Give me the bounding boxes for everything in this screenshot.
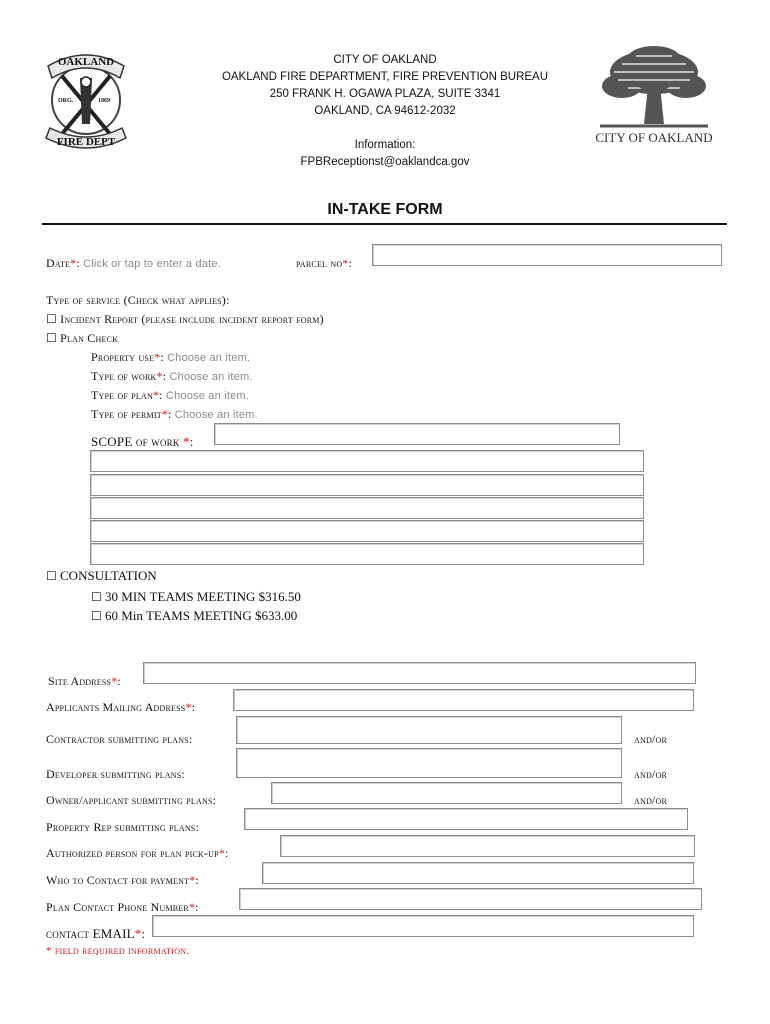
site-address-row: Site Address*: (48, 674, 121, 688)
type-of-work-dropdown[interactable]: Choose an item. (169, 371, 253, 383)
mailing-address-label: Applicants Mailing Address (46, 700, 186, 714)
property-use-dropdown[interactable]: Choose an item. (167, 352, 251, 364)
phone-input[interactable] (239, 888, 702, 910)
consult-30-label: 30 MIN TEAMS MEETING $316.50 (105, 589, 301, 604)
andor-contractor: and/or (634, 732, 667, 746)
scope-row: SCOPE of work *: (91, 434, 194, 449)
info-email: FPBReceptionst@oaklandca.gov (300, 156, 470, 168)
required-mark: * (188, 900, 196, 914)
city-logo-caption: CITY OF OAKLAND (595, 130, 713, 145)
form-title: IN-TAKE FORM (327, 201, 443, 218)
required-mark: * (70, 256, 77, 270)
andor-developer: and/or (634, 767, 667, 781)
required-mark: * (183, 434, 190, 449)
andor-owner: and/or (634, 793, 667, 807)
required-mark: * (342, 256, 349, 270)
required-mark: * (156, 369, 163, 383)
site-address-input[interactable] (143, 662, 696, 684)
type-of-permit-row: Type of permit*: Choose an item. (91, 407, 258, 421)
plan-check-label: Plan Check (60, 331, 119, 345)
scope-input-line-2[interactable] (90, 450, 644, 472)
required-mark: * (185, 700, 192, 714)
required-mark: * (134, 926, 142, 941)
plan-check-checkbox[interactable]: ☐ (46, 331, 57, 345)
property-use-label: Property use (91, 350, 155, 364)
parcel-input[interactable] (372, 244, 722, 266)
required-mark: * (154, 350, 161, 364)
required-mark: * (152, 388, 160, 402)
incident-row (46, 312, 324, 327)
date-label: Date (46, 256, 71, 270)
contractor-label: Contractor submitting plans: (46, 732, 193, 746)
parcel-label-row: parcel no*: (296, 256, 353, 270)
site-address-label: Site Address (48, 674, 112, 688)
header-line-3: 250 FRANK H. OGAWA PLAZA, SUITE 3341 (269, 88, 501, 100)
fire-dept-logo (40, 48, 132, 160)
contractor-input[interactable] (236, 716, 622, 744)
consultation-label: CONSULTATION (60, 568, 157, 583)
city-oakland-logo (592, 42, 716, 152)
owner-input[interactable] (271, 782, 622, 804)
scope-label: SCOPE of work (91, 434, 184, 449)
parcel-label: parcel no (296, 256, 343, 270)
property-rep-input[interactable] (244, 808, 688, 830)
required-mark: * (189, 873, 196, 887)
header-line-2: OAKLAND FIRE DEPARTMENT, FIRE PREVENTION BUREAU (221, 71, 549, 83)
phone-label: Plan Contact Phone Number (46, 900, 189, 914)
type-of-plan-label: Type of plan (91, 388, 153, 402)
consult-30-row (91, 589, 301, 605)
scope-input-line-5[interactable] (90, 520, 644, 542)
developer-input[interactable] (236, 748, 622, 778)
phone-row: Plan Contact Phone Number*: (46, 900, 199, 914)
required-footnote: * field required information. (46, 945, 190, 957)
fire-logo-bottom-text: FIRE DEPT (56, 136, 116, 148)
title-divider (42, 223, 727, 225)
who-contact-label: Who to Contact for payment (46, 873, 190, 887)
plan-check-row (46, 331, 118, 346)
type-of-work-row: Type of work*: Choose an item. (91, 369, 253, 383)
email-row: contact EMAIL*: (46, 926, 146, 941)
owner-label: Owner/applicant submitting plans: (46, 793, 217, 807)
type-of-permit-label: Type of permit (91, 407, 162, 421)
consultation-checkbox[interactable]: ☐ (46, 569, 57, 583)
required-mark: * (218, 846, 226, 860)
email-label: contact EMAIL (46, 926, 135, 941)
consult-60-row (91, 608, 297, 624)
email-input[interactable] (152, 915, 694, 937)
developer-label: Developer submitting plans: (46, 767, 185, 781)
required-mark: * (161, 407, 169, 421)
authorized-input[interactable] (280, 835, 695, 857)
authorized-row: Authorized person for plan pick-up*: (46, 846, 229, 860)
type-of-work-label: Type of work (91, 369, 157, 383)
mailing-address-input[interactable] (233, 689, 694, 711)
consult-60-checkbox[interactable]: ☐ (91, 609, 102, 623)
fire-logo-top-text: OAKLAND (57, 56, 115, 68)
property-rep-label: Property Rep submitting plans: (46, 820, 199, 834)
incident-checkbox[interactable]: ☐ (46, 312, 57, 326)
fire-logo-right-text: 1869 (98, 98, 110, 104)
agency-header (200, 52, 570, 171)
incident-label: Incident Report (please include incident report form) (60, 312, 324, 326)
scope-input-line-6[interactable] (90, 543, 644, 565)
fire-logo-left-text: ORG. (58, 98, 74, 104)
property-use-row: Property use*: Choose an item. (91, 350, 251, 364)
consult-60-label: 60 Min TEAMS MEETING $633.00 (105, 608, 298, 623)
consult-30-checkbox[interactable]: ☐ (91, 590, 102, 604)
type-of-permit-dropdown[interactable]: Choose an item. (174, 409, 258, 421)
header-line-4: OAKLAND, CA 94612-2032 (314, 105, 456, 117)
header-line-1: CITY OF OAKLAND (333, 54, 437, 66)
oak-tree-icon (592, 42, 716, 130)
scope-input-line-4[interactable] (90, 497, 644, 519)
service-heading: Type of service (Check what applies): (46, 293, 230, 307)
mailing-address-row: Applicants Mailing Address*: (46, 700, 196, 714)
date-picker[interactable]: Click or tap to enter a date. (83, 258, 221, 270)
info-label: Information: (354, 139, 416, 151)
scope-input-line-3[interactable] (90, 474, 644, 496)
required-mark: * (111, 674, 118, 688)
type-of-plan-dropdown[interactable]: Choose an item. (165, 390, 250, 402)
who-contact-row: Who to Contact for payment*: (46, 873, 199, 887)
type-of-plan-row: Type of plan*: Choose an item. (91, 388, 250, 402)
date-row: Date*: Click or tap to enter a date. (46, 256, 221, 270)
authorized-label: Authorized person for plan pick-up (46, 846, 219, 860)
who-contact-input[interactable] (262, 862, 694, 884)
consultation-row (46, 568, 157, 584)
scope-input-line-1[interactable] (214, 423, 620, 445)
